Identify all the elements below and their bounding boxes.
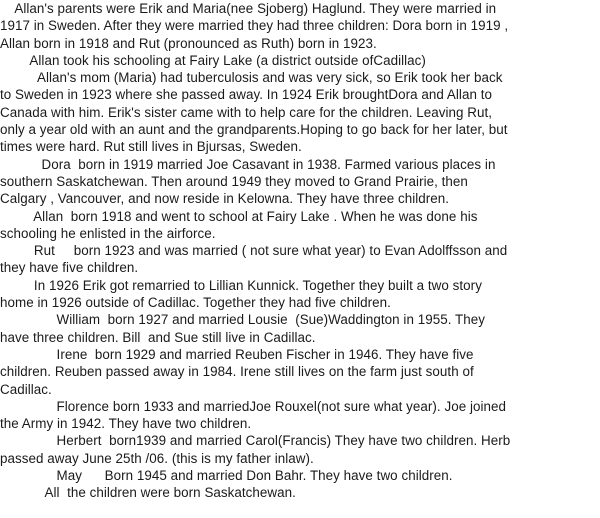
- text-line: Rut born 1923 and was married ( not sure what year) to Evan Adolffsson and: [0, 243, 508, 259]
- text-line: the Army in 1942. They have two children.: [0, 416, 252, 432]
- text-line: In 1926 Erik got remarried to Lillian Kunnick. Together they built a two story: [0, 277, 482, 293]
- text-line: only a year old with an aunt and the grandparents.Hoping to go back for her later, but: [0, 122, 508, 138]
- text-line: Dora born in 1919 married Joe Casavant in 1938. Farmed various places in: [0, 156, 496, 172]
- text-line: 1917 in Sweden. After they were married they had three children: Dora born in 1919 ,: [0, 18, 509, 34]
- text-line: Allan's parents were Erik and Maria(nee Sjoberg) Haglund. They were married in: [0, 1, 497, 16]
- text-line: William born 1927 and married Lousie (Sue)Waddington in 1955. They: [0, 312, 485, 328]
- text-line: Cadillac.: [0, 381, 52, 397]
- text-line: to Sweden in 1923 where she passed away. In 1924 Erik broughtDora and Allan to: [0, 87, 492, 103]
- text-line: Florence born 1933 and marriedJoe Rouxel(not sure what year). Joe joined: [0, 398, 507, 414]
- text-line: Herbert born1939 and married Carol(Francis) They have two children. Herb: [0, 433, 511, 449]
- text-line: Allan born in 1918 and Rut (pronounced as Ruth) born in 1923.: [0, 35, 377, 51]
- text-line: Calgary , Vancouver, and now reside in Kelowna. They have three children.: [0, 191, 450, 207]
- text-line: times were hard. Rut still lives in Bjursas, Sweden.: [0, 139, 302, 155]
- text-line: southern Saskatchewan. Then around 1949 they moved to Grand Prairie, then: [0, 173, 468, 189]
- text-line: passed away June 25th /06. (this is my father inlaw).: [0, 450, 314, 466]
- text-line: home in 1926 outside of Cadillac. Together they had five children.: [0, 295, 391, 311]
- text-line: Allan took his schooling at Fairy Lake (a district outside ofCadillac): [0, 52, 426, 68]
- text-line: May Born 1945 and married Don Bahr. They have two children.: [0, 468, 453, 484]
- text-line: Allan's mom (Maria) had tuberculosis and was very sick, so Erik took her back: [0, 70, 503, 86]
- text-line: Irene born 1929 and married Reuben Fischer in 1946. They have five: [0, 346, 474, 362]
- text-line: schooling he enlisted in the airforce.: [0, 225, 216, 241]
- text-line: Canada with him. Erik's sister came with to help care for the children. Leaving Rut,: [0, 104, 493, 120]
- text-line: Allan born 1918 and went to school at Fairy Lake . When he was done his: [0, 208, 478, 224]
- text-line: have three children. Bill and Sue still live in Cadillac.: [0, 329, 316, 345]
- text-line: they have five children.: [0, 260, 139, 276]
- text-line: All the children were born Saskatchewan.: [0, 485, 296, 501]
- text-line: children. Reuben passed away in 1984. Irene still lives on the farm just south of: [0, 364, 474, 380]
